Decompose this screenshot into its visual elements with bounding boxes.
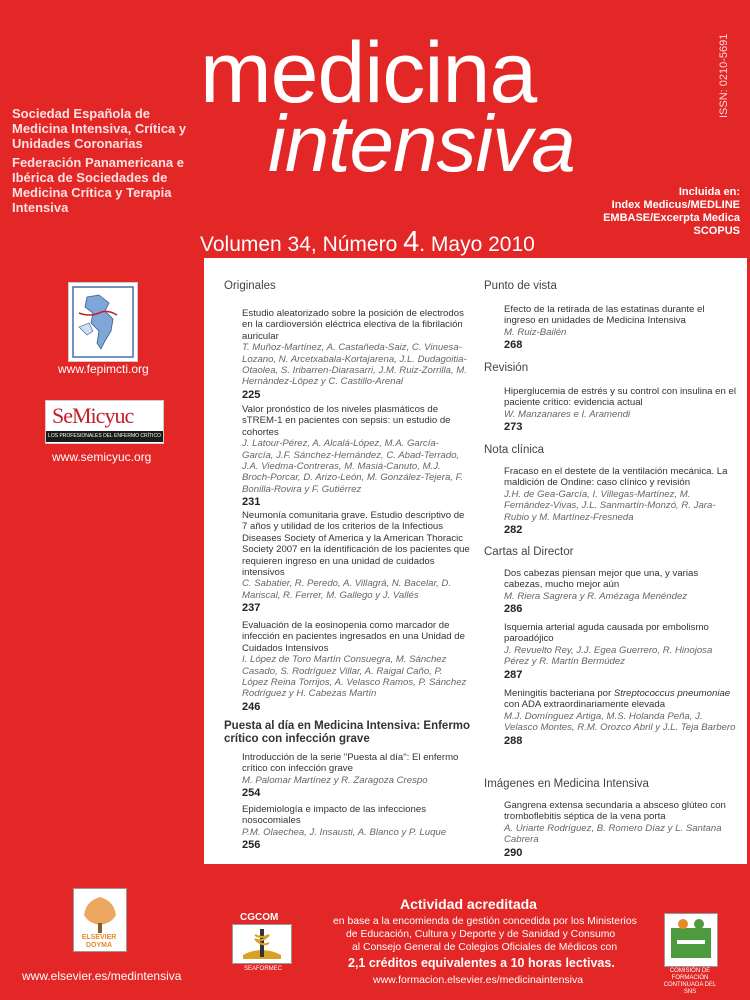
article-title-italic: Streptococcus pneumoniae (613, 688, 731, 699)
article-authors: T. Muñoz-Martínez, A. Castañeda-Saiz, C. Vinuesa-Lozano, N. Arcetxabala-Kortajarena, J.L. Dudagoitia-Otaolea, S. Iribarren-Diarasarri, J.M. Ruiz-Zorrilla, M. Hernández-López y C. Castillo-Arenal (242, 342, 467, 388)
article-authors: I. López de Toro Martín Consuegra, M. Sánchez Casado, S. Rodríguez Villar, A. Raigal Caño, P. López Reina Torrijos, A. Velasco Ramos, P. Sánchez Rodríguez y H. Cabezas Martín (242, 654, 467, 700)
semicyuc-link[interactable]: www.semicyuc.org (52, 450, 152, 464)
article-title: Gangrena extensa secundaria a absceso glúteo con tromboflebitis séptica de la vena porta (504, 800, 726, 823)
article-item[interactable] (242, 308, 470, 402)
article-page: 237 (242, 602, 261, 615)
index-medline: Index Medicus/MEDLINE (611, 199, 740, 211)
society-semicyuc: Sociedad Española de Medicina Intensiva, Crítica y Unidades Coronarias (12, 106, 187, 151)
article-title: Fracaso en el destete de la ventilación mecánica. La maldición de Ondine: caso clínico y revisión (504, 466, 728, 489)
article-authors: P.M. Olaechea, J. Insausti, A. Blanco y P. Luque (242, 826, 447, 838)
fepimcti-link[interactable]: www.fepimcti.org (58, 362, 149, 376)
section-puesta-al-dia: Puesta al día en Medicina Intensiva: Enfermo crítico con infección grave (224, 720, 471, 745)
article-title: Efecto de la retirada de las estatinas durante el ingreso en unidades de Medicina Intensiva (504, 304, 705, 327)
society-fepimcti: Federación Panamericana e Ibérica de Sociedades de Medicina Crítica y Terapia Intensiva (12, 155, 184, 215)
article-page: 286 (504, 603, 523, 616)
semicyuc-wordmark: SeMicyuc (52, 403, 134, 428)
article-item[interactable] (242, 752, 470, 800)
section-punto-de-vista: Punto de vista (484, 280, 557, 292)
article-page: 273 (504, 421, 523, 434)
elsevier-logo-text: ELSEVIER DOYMA (81, 934, 117, 949)
semicyuc-tagline: LOS PROFESIONALES DEL ENFERMO CRÍTICO (46, 431, 163, 442)
section-nota-clinica: Nota clínica (484, 444, 545, 456)
volume-prefix: Volumen 34, Número (200, 233, 404, 256)
article-title: Evaluación de la eosinopenia como marcador de infección en pacientes ingresados en una Unidad de Cuidados Intensivos (242, 620, 465, 654)
article-title: Introducción de la serie "Puesta al día": El enfermo crítico con infección grave (242, 752, 459, 775)
accreditation-link[interactable]: www.formacion.elsevier.es/medicinaintensiva (373, 974, 584, 986)
americas-map-icon (69, 283, 137, 361)
journal-title-intensiva: intensiva (268, 99, 575, 188)
article-authors: M. Palomar Martínez y R. Zaragoza Crespo (242, 774, 428, 786)
cgcom-label: CGCOM (240, 912, 279, 923)
article-authors: J. Latour-Pérez, A. Alcalá-López, M.A. García-García, J.F. Sánchez-Hernández, C. Abad-Terrado, J.A. Viedma-Contreras, M. Masiá-Canuto, M.J. Broch-Porcar, D. Arizo-León, M. González-Tejera, F. Bonilla-Rovira y F. Gutiérrez (242, 438, 463, 495)
section-revision: Revisión (484, 362, 529, 374)
section-imagenes: Imágenes en Medicina Intensiva (484, 778, 649, 790)
article-item[interactable] (504, 568, 736, 616)
article-item[interactable] (504, 800, 736, 860)
article-item[interactable] (504, 688, 736, 748)
accreditation-line: de Educación, Cultura y Deporte y de Sanidad y Consumo (346, 929, 616, 940)
issue-number: 4 (403, 226, 420, 258)
article-title: Estudio aleatorizado sobre la posición de electrodos en la cardioversión eléctrica electiva de la fibrilación auricular (242, 308, 464, 342)
article-page: 287 (504, 668, 523, 681)
article-item[interactable] (242, 510, 470, 615)
article-page: 246 (242, 700, 261, 713)
article-title-part: Meningitis bacteriana por (504, 688, 614, 699)
article-item[interactable] (242, 804, 470, 852)
fepimcti-logo (68, 282, 138, 362)
article-item[interactable] (504, 386, 736, 434)
seaformec-label: SEAFORMEC (243, 966, 282, 972)
article-page: 256 (242, 839, 261, 852)
article-authors: J.H. de Gea-García, I. Villegas-Martínez, M. Fernández-Vivas, J.L. Sanmartín-Monzó, R. Jara-Rubio y M. Martínez-Fresneda (504, 488, 716, 523)
article-title: Neumonía comunitaria grave. Estudio descriptivo de 7 años y utilidad de los criterios de la Infectious Diseases Society of America y la American Thoracic Society 2007 en la identificación de los pacientes que requieren ingreso en una unidad de cuidados intensivos (242, 510, 470, 579)
volume-date: . Mayo 2010 (419, 233, 535, 256)
article-title: Dos cabezas piensan mejor que una, y varias cabezas, mucho mejor aún (504, 568, 699, 591)
article-item[interactable] (504, 304, 736, 352)
article-item[interactable] (242, 620, 470, 714)
accreditation-line: en base a la encomienda de gestión concedida por los Ministerios (333, 916, 637, 927)
caduceus-icon (233, 925, 291, 963)
article-authors: M.J. Domínguez Artiga, M.S. Holanda Peña, J. Velasco Montes, R.M. Orozco Abril y J.L. Teja Barbero (504, 710, 736, 734)
article-title: Hiperglucemia de estrés y su control con insulina en el paciente crítico: evidencia actual (504, 386, 736, 409)
elsevier-link[interactable]: www.elsevier.es/medintensiva (22, 969, 182, 983)
index-scopus: SCOPUS (693, 225, 740, 237)
volume-info (200, 226, 535, 259)
article-item[interactable] (242, 404, 470, 509)
accreditation-line: al Consejo General de Colegios Oficiales de Médicos con (352, 942, 618, 953)
article-title-part: con ADA extraordinariamente elevada (504, 699, 666, 711)
table-of-contents (204, 258, 747, 864)
section-cartas-al-director: Cartas al Director (484, 546, 574, 558)
indexed-label: Incluida en: (678, 186, 740, 198)
article-page: 231 (242, 496, 261, 509)
article-authors: A. Uriarte Rodríguez, B. Romero Díaz y L. Santana Cabrera (504, 822, 722, 846)
issn: ISSN: 0210-5691 (718, 33, 730, 118)
article-authors: M. Riera Sagrera y R. Amézaga Menéndez (504, 590, 688, 602)
article-page: 225 (242, 388, 261, 401)
section-originales: Originales (224, 280, 276, 292)
article-item[interactable] (504, 622, 736, 682)
article-page: 290 (504, 846, 523, 859)
article-authors: W. Manzanares e I. Aramendi (504, 408, 631, 420)
accreditation-title: Actividad acreditada (400, 896, 537, 912)
indexing-list (603, 186, 740, 238)
cfc-emblem-icon (665, 914, 717, 966)
article-page: 268 (504, 339, 523, 352)
semicyuc-logo (45, 400, 164, 444)
article-title (504, 688, 736, 711)
article-title: Isquemia arterial aguda causada por embolismo paroadójico (504, 622, 709, 645)
article-authors: C. Sabatier, R. Peredo, A. Villagrá, N. Bacelar, D. Mariscal, R. Ferrer, M. Gallego y J. Vallés (242, 578, 452, 601)
index-embase: EMBASE/Excerpta Medica (603, 212, 740, 224)
article-title: Valor pronóstico de los niveles plasmáticos de sTREM-1 en pacientes con sepsis: un estudio de cohortes (242, 404, 451, 438)
article-page: 282 (504, 524, 523, 537)
article-title: Epidemiología e impacto de las infecciones nosocomiales (242, 804, 426, 827)
article-page: 288 (504, 734, 523, 747)
article-authors: J. Revuelto Rey, J.J. Egea Guerrero, R. Hinojosa Pérez y R. Martín Bermúdez (504, 644, 713, 668)
accreditation-credits: 2,1 créditos equivalentes a 10 horas lectivas. (348, 956, 615, 970)
article-authors: M. Ruiz-Bailén (504, 326, 567, 338)
article-page: 254 (242, 787, 261, 800)
cgcom-logo (232, 924, 292, 964)
journal-title-medicina: medicina (200, 25, 537, 121)
cfc-logo (664, 913, 718, 967)
article-item[interactable] (504, 466, 736, 537)
cfc-label: COMISIÓN DE FORMACIÓN CONTINUADA DEL SNS (663, 968, 717, 995)
